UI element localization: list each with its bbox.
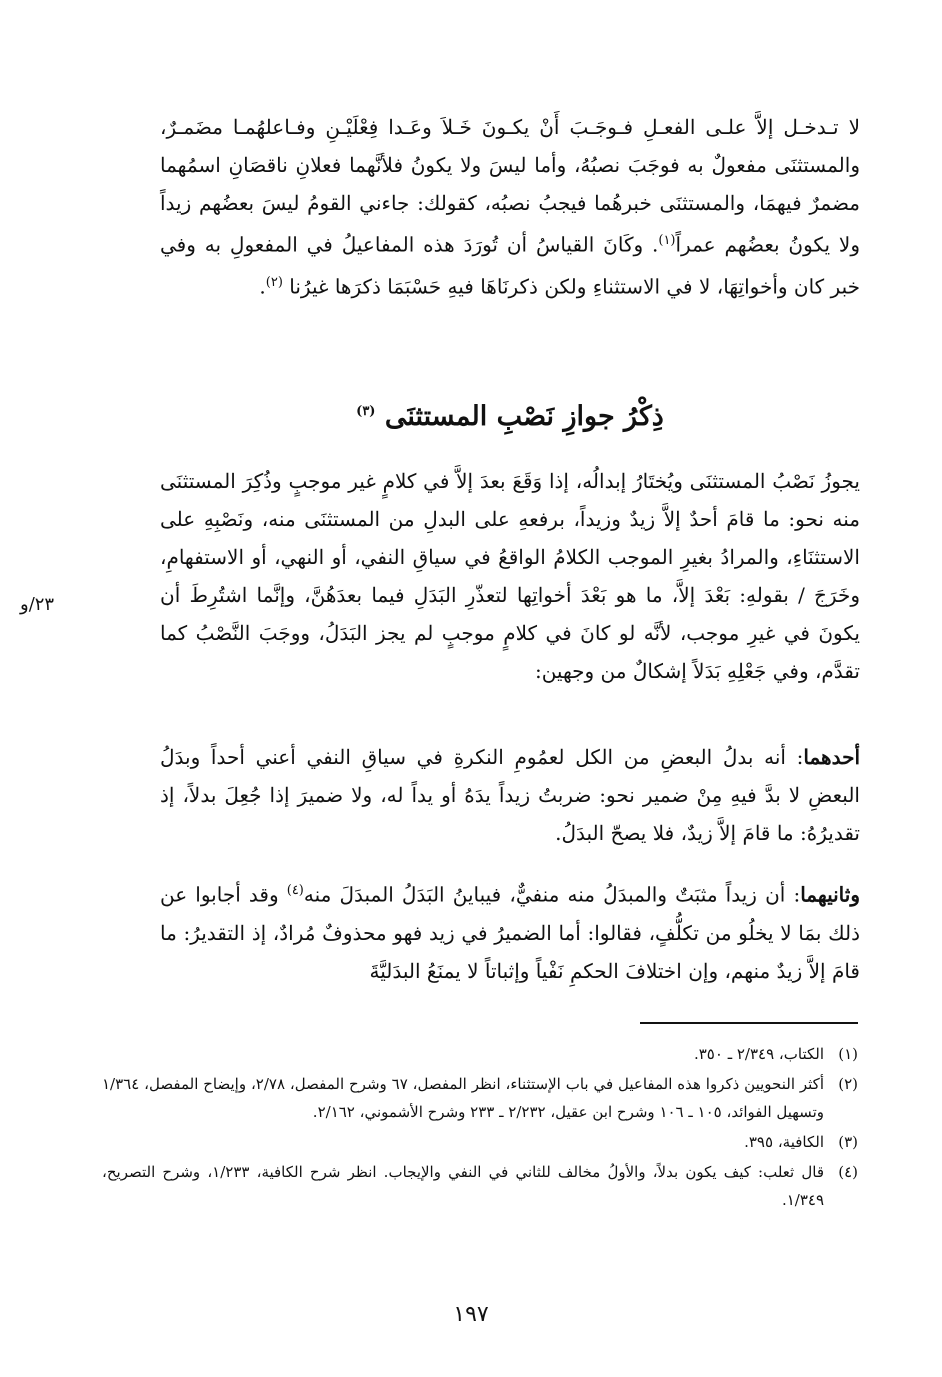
- footnote-ref-1[interactable]: (١): [658, 233, 676, 248]
- paragraph-3-label: أحدهما: [803, 745, 860, 769]
- footnote-number: (٤): [838, 1163, 858, 1181]
- footnote-1: [102, 1040, 858, 1068]
- paragraph-3-text: : أنه بدلُ البعضِ من الكل لعمُومِ النكرةِ في سياقِ النفي أعني أحداً وبدَلُ البعضِ لا بدَّ فيهِ مِنْ ضمير نحو: ضربتُ زيداً يدَهُ أو يداً له، ولا ضميرَ إذا جُعِلَ بدلاً، إذ تقديرُهُ: ما قامَ إلاَّ زيدٌ، فلا يصحّ البدَلُ.: [160, 745, 860, 845]
- footnote-text: أكثر النحويين ذكروا هذه المفاعيل في باب الإستثناء، انظر المفصل، ٦٧ وشرح المفصل، ٢/٧٨، وإيضاح المفصل، ١/٣٦٤ وتسهيل الفوائد، ١٠٥ ـ ١٠٦ وشرح ابن عقيل، ٢/٢٣٢ ـ ٢٣٣ وشرح الأشموني، ٢/١٦٢.: [102, 1075, 824, 1121]
- paragraph-1-end: .: [259, 274, 266, 299]
- paragraph-4: [160, 872, 860, 990]
- paragraph-2-text: يجوزُ نَصْبُ المستثنَى ويُختَارُ إبدالُه، إذا وَقَعَ بعدَ إلاَّ في كلامٍ غير موجبٍ وذُكِرَ المستثنَى منه نحو: ما قامَ أحدٌ إلاَّ زيدٌ وزيداً، برفعهِ على البدلِ من المستثنَى منه، ونَصْبِهِ على الاستثنَاءِ، والمرادُ بغيرِ الموجب الكلامُ الواقعُ في سياقِ النفي، أو النهي، أو الاستفهامِ، وخَرَجَ / بقولهِ: بَعْدَ إلاَّ، ما هو بَعْدَ أخواتِها لتعذّرِ البَدَلِ فيما بعدَهُنَّ، وإنَّما اشتُرِطَ أن يكونَ في غيرِ موجب، لأنَّه لو كانَ في كلامٍ موجبٍ لم يجز البَدَلُ، ووجَبَ النَّصْبُ كما تقدَّم، وفي جَعْلِهِ بَدَلاً إشكالٌ من وجهين:: [160, 469, 861, 683]
- footnote-number: (٣): [838, 1133, 858, 1151]
- footnote-divider: [640, 1022, 858, 1024]
- footnote-ref-4[interactable]: (٤): [286, 883, 304, 898]
- page-number: ١٩٧: [453, 1302, 489, 1327]
- footnote-ref-3[interactable]: (٣): [356, 404, 376, 419]
- footnote-text: الكتاب، ٢/٣٤٩ ـ ٣٥٠.: [693, 1045, 824, 1063]
- paragraph-2: [160, 462, 860, 690]
- footnotes: [102, 1040, 858, 1216]
- paragraph-4-label: وثانيهما: [800, 882, 860, 907]
- footnote-text: قال ثعلب: كيف يكون بدلاً، والأولُ مخالف للثاني في النفي والإيجاب. انظر شرح الكافية، ١/٢٣٣، وشرح التصريح، ١/٣٤٩.: [102, 1163, 824, 1209]
- margin-folio-note: ٢٣/و: [20, 594, 55, 615]
- paragraph-4-text-b: وقد أجابوا عن ذلك بمَا لا يخلُو من تكلُّفٍ، فقالوا: أما الضميرُ في زيد فهو محذوفٌ مُرادٌ، إذ التقديرُ: ما قامَ إلاَّ زيدٌ منهم، وإن اختلافَ الحكمِ نَفْياً وإثباتاً لا يمنَعُ البدَليَّةَ: [160, 882, 860, 983]
- footnote-text: الكافية، ٣٩٥.: [744, 1133, 824, 1151]
- paragraph-1: [160, 108, 860, 305]
- footnote-ref-2[interactable]: (٢): [265, 274, 283, 290]
- footnote-2: [102, 1070, 858, 1126]
- section-heading-text: ذِكْرُ جوازِ نَصْبِ المستثنَى: [384, 401, 664, 432]
- footnote-4: [102, 1158, 858, 1214]
- footnote-3: [102, 1128, 858, 1156]
- section-heading: [160, 390, 860, 439]
- paragraph-1-text-b: . وكَانَ القياسُ أن تُورَدَ هذه المفاعيلُ في المفعولِ به وفي خبر كان وأخواتِهَا، لا في الاستثناءِ ولكن ذكرنَاهَا فيهِ حَسْبَمَا ذكرَها غيرُنا: [160, 232, 860, 299]
- paragraph-1-text: لا تـدخـل إلاَّ علـى الفعـلِ فـوجَـبَ أَنْ يكـونَ خَـلاَ وعَـدا فِعْلَيْـنِ وفـاعلهُمـا مضَمـرٌ، والمستثنَى مفعولٌ به فوجَبَ نصبُهُ، وأما ليسَ ولا يكونُ فلأنَّهما فعلانِ ناقصَانِ اسمُهما مضمرٌ فيهمَا، والمستثنَى خبرهُما فيجبُ نصبُه، كقولك: جاءني القومُ ليسَ بعضُهم زيداً ولا يكونُ بعضُهم عمراً: [160, 115, 860, 257]
- footnote-number: (٢): [838, 1075, 858, 1093]
- footnote-number: (١): [838, 1045, 858, 1063]
- paragraph-3: [160, 738, 860, 852]
- paragraph-4-text: : أن زيداً مثبَتٌ والمبدَلُ منه منفيٌّ، فيباينُ البَدَلُ المبدَلَ منه: [303, 882, 801, 907]
